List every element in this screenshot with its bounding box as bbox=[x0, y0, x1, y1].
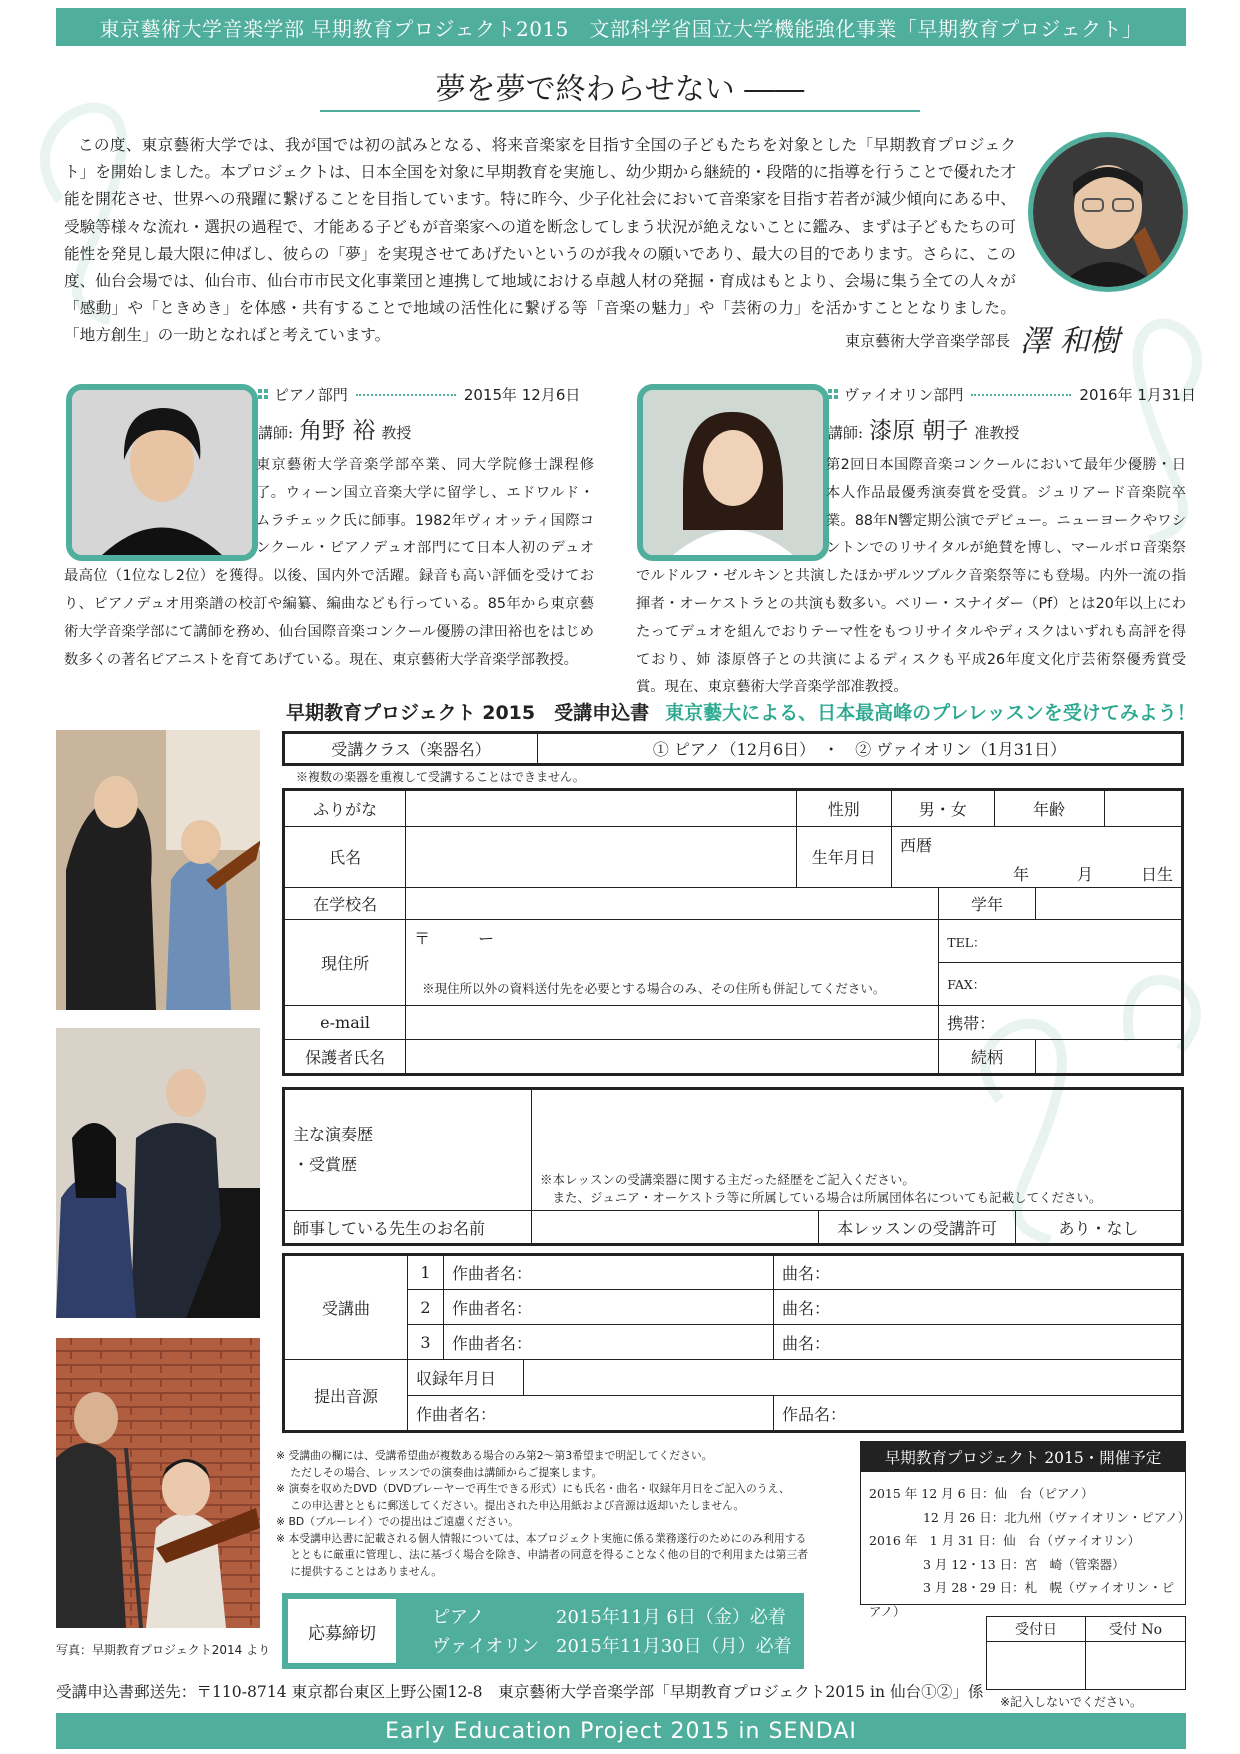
recorded-date-input[interactable] bbox=[524, 1360, 1183, 1396]
guardian-label: 保護者氏名 bbox=[284, 1040, 406, 1075]
guardian-input[interactable] bbox=[406, 1040, 939, 1075]
dean-portrait-photo bbox=[1028, 132, 1188, 292]
piece-2-composer-input[interactable]: 作曲者名： bbox=[444, 1290, 774, 1325]
teacher-label: 師事している先生のお名前 bbox=[284, 1211, 532, 1245]
name-input[interactable] bbox=[406, 826, 796, 887]
name-label: 氏名 bbox=[284, 826, 406, 887]
deadline-piano: ピアノ 2015年11月 6日（金）必着 bbox=[432, 1607, 786, 1628]
form-notes bbox=[276, 1448, 816, 1580]
dean-title: 東京藝術大学音楽学部長 bbox=[844, 332, 1010, 350]
reception-date-label: 受付日 bbox=[987, 1617, 1086, 1642]
footer-banner: Early Education Project 2015 in SENDAI bbox=[56, 1713, 1186, 1749]
note-line: ただしその場合、レッスンでの演奏曲は講師からご提案します。 bbox=[276, 1465, 603, 1479]
source-label: 提出音源 bbox=[284, 1360, 408, 1432]
history-note-1: ※本レッスンの受講楽器に関する主だった経歴をご記入ください。 bbox=[540, 1172, 915, 1187]
violin-section-title: ヴァイオリン部門 2016年 1月31日 bbox=[828, 384, 1196, 405]
class-options[interactable]: ① ピアノ（12月6日） ・ ② ヴァイオリン（1月31日） bbox=[538, 733, 1183, 765]
furigana-label: ふりがな bbox=[284, 790, 406, 827]
fax-input[interactable]: FAX： bbox=[939, 963, 1183, 1006]
email-input[interactable] bbox=[406, 1005, 939, 1040]
age-input[interactable] bbox=[1104, 790, 1182, 827]
deadline-label: 応募締切 bbox=[288, 1599, 396, 1663]
schedule-item: 3 月 28・29 日：札 幌（ヴァイオリン・ピアノ） bbox=[869, 1580, 1175, 1619]
grade-input[interactable] bbox=[1035, 887, 1182, 920]
furigana-input[interactable] bbox=[406, 790, 796, 827]
birthdate-label: 生年月日 bbox=[796, 826, 891, 887]
schedule-item: 3 月 12・13 日：宮 崎（管楽器） bbox=[869, 1556, 1125, 1572]
piece-3-title-input[interactable]: 曲名： bbox=[774, 1325, 1183, 1360]
piece-1-title-input[interactable]: 曲名： bbox=[774, 1255, 1183, 1290]
schedule-item: 2015 年 12 月 6 日：仙 台（ピアノ） bbox=[869, 1486, 1094, 1501]
school-input[interactable] bbox=[406, 887, 939, 920]
intro-text: この度、東京藝術大学では、我が国では初の試みとなる、将来音楽家を目指す全国の子どもたちを対象とした「早期教育プロジェクト」を開始しました。本プロジェクトは、日本全国を対象に早期教育を実施し、幼少期から継続的・段階的に指導を行うことで優れた才能を開花させ、世界への飛躍に繋げることを目指しています。特に昨今、少子化社会において音楽家を目指す若者が減少傾向にある中、受験等様々な流れ・選択の過程で、才能ある子どもが音楽家への道を断念してしまう状況が絶えないことに鑑み、まずは子どもたちの可能性を発見し最大限に伸ばし、彼らの「夢」を実現させてあげたいというのが我々の願いであり、最大の目的であります。さらに、この度、仙台会場では、仙台市、仙台市市民文化事業団と連携して地域における卓越人材の発掘・育成はもとより、会場に集う全ての人々が「感動」や「ときめき」を体感・共有することで地域の活性化に繋げる等「音楽の魅力」や「芸術の力」を活かすこととなりました。「地方創生」の一助となればと考えています。 bbox=[64, 136, 1016, 345]
piece-1-composer-input[interactable]: 作曲者名： bbox=[444, 1255, 774, 1290]
address-input[interactable] bbox=[406, 920, 939, 1006]
permission-label: 本レッスンの受講許可 bbox=[819, 1211, 1016, 1245]
section-marker-icon bbox=[258, 389, 268, 399]
pieces-table bbox=[282, 1253, 1184, 1433]
relation-label: 続柄 bbox=[939, 1040, 1036, 1075]
address-note: ※現住所以外の資料送付先を必要とする場合のみ、その住所も併記してください。 bbox=[422, 981, 886, 997]
schedule-item: 2016 年 1 月 31 日：仙 台（ヴァイオリン） bbox=[869, 1533, 1141, 1548]
note-line: に提供することはありません。 bbox=[276, 1564, 443, 1578]
note-line: ※ BD（ブルーレイ）での提出はご遠慮ください。 bbox=[276, 1515, 519, 1528]
note-line: この申込書とともに郵送してください。提出された申込用紙および音源は返却いたしません。 bbox=[276, 1498, 745, 1512]
piano-instructor-bio: 東京藝術大学音楽学部卒業、同大学院修士課程修了。ウィーン国立音楽大学に留学し、エドワルド・ムラチェック氏に師事。1982年ヴィオッティ国際コンクール・ピアノデュオ部門にて日本人初のデュオ最高位（1位なし2位）を獲得。以後、国内外で活躍。録音も高い評価を受けており、ピアノデュオ用楽譜の校訂や編纂、編曲なども行っている。85年から東京藝術大学音楽学部にて講師を務め、仙台国際音楽コンクール優勝の津田裕也をはじめ数多くの著名ピアニストを育てあげている。現在、東京藝術大学音楽学部教授。 bbox=[64, 457, 594, 668]
personal-info-table bbox=[282, 788, 1184, 1076]
reception-note: ※記入しないでください。 bbox=[1000, 1695, 1143, 1709]
school-label: 在学校名 bbox=[284, 887, 406, 920]
source-composer-input[interactable]: 作曲者名： bbox=[408, 1396, 774, 1432]
reception-no-label: 受付 No bbox=[1086, 1617, 1185, 1642]
class-note: ※複数の楽器を重複して受講することはできません。 bbox=[296, 770, 585, 784]
class-label: 受講クラス（楽器名） bbox=[284, 733, 538, 765]
postal-mark: 〒 ー bbox=[414, 929, 495, 949]
relation-input[interactable] bbox=[1035, 1040, 1182, 1075]
violin-instructor-bio: 第2回日本国際音楽コンクールにおいて最年少優勝・日本人作品最優秀演奏賞を受賞。ジュリアード音楽院卒業。88年N響定期公演でデビュー。ニューヨークやワシントンでのリサイタルが絶賛を博し、マールボロ音楽祭でルドルフ・ゼルキンと共演したほかザルツブルク音楽祭等にも登場。内外一流の指揮者・オーケストラとの共演も数多い。ベリー・スナイダー（Pf）とは20年以上にわたってデュオを組んでおりテーマ性をもつリサイタルやディスクはいずれも高評を得ており、姉 漆原啓子との共演によるディスクも平成26年度文化庁芸術祭優秀賞受賞。現在、東京藝術大学音楽学部准教授。 bbox=[636, 457, 1186, 696]
schedule-box bbox=[860, 1441, 1191, 1619]
section-marker-icon bbox=[828, 389, 838, 399]
work-title-input[interactable]: 作品名： bbox=[774, 1396, 1183, 1432]
piece-number: 3 bbox=[408, 1325, 444, 1360]
gender-label: 性別 bbox=[796, 790, 891, 827]
side-photo-stage-performance bbox=[56, 1338, 260, 1628]
email-label: e-mail bbox=[284, 1005, 406, 1040]
side-photo-violin-lesson bbox=[56, 730, 260, 1010]
violin-instructor-name: 講師: 漆原 朝子 准教授 bbox=[828, 418, 1020, 444]
deadline-violin: ヴァイオリン 2015年11月30日（月）必着 bbox=[432, 1636, 792, 1657]
note-line: とともに厳重に管理し、法に基づく場合を除き、申請者の同意を得ることなく他の目的で利用または第三者 bbox=[276, 1548, 809, 1561]
grade-label: 学年 bbox=[939, 887, 1036, 920]
form-title: 早期教育プロジェクト 2015 受講申込書 東京藝大による、日本最高峰のプレレッスンを受けてみよう！ bbox=[286, 702, 1196, 724]
permission-options[interactable]: あり・なし bbox=[1016, 1211, 1183, 1245]
mobile-input[interactable]: 携帯： bbox=[939, 1005, 1183, 1040]
photo-caption: 写真：早期教育プロジェクト2014 より bbox=[56, 1643, 271, 1657]
date-units: 年 月 日生 bbox=[1012, 864, 1173, 884]
history-table bbox=[282, 1087, 1184, 1246]
gender-options[interactable]: 男・女 bbox=[891, 790, 994, 827]
headline-underline bbox=[320, 110, 920, 112]
deadline-box bbox=[282, 1593, 804, 1669]
mailing-address: 受講申込書郵送先：〒110-8714 東京都台東区上野公園12-8 東京藝術大学音楽学部「早期教育プロジェクト2015 in 仙台①②」係 bbox=[56, 1683, 984, 1701]
headline: 夢を夢で終わらせない ―― bbox=[435, 72, 805, 107]
history-note-2: また、ジュニア・オーケストラ等に所属している場合は所属団体名についても記載してください。 bbox=[540, 1190, 1102, 1205]
reception-box bbox=[986, 1616, 1186, 1690]
pieces-label: 受講曲 bbox=[284, 1255, 408, 1360]
address-label: 現住所 bbox=[284, 920, 406, 1006]
history-label: 主な演奏歴 ・受賞歴 bbox=[284, 1089, 532, 1211]
schedule-list bbox=[861, 1472, 1191, 1623]
piano-instructor-name: 講師: 角野 裕 教授 bbox=[258, 418, 412, 444]
schedule-item: 12 月 26 日：北九州（ヴァイオリン・ピアノ） bbox=[869, 1509, 1191, 1525]
teacher-input[interactable] bbox=[532, 1211, 819, 1245]
recorded-date-label: 収録年月日 bbox=[408, 1360, 524, 1396]
age-label: 年齢 bbox=[994, 790, 1104, 827]
piece-number: 2 bbox=[408, 1290, 444, 1325]
piece-number: 1 bbox=[408, 1255, 444, 1290]
dean-signature: 澤 和樹 bbox=[1020, 324, 1120, 359]
piano-section-title: ピアノ部門 2015年 12月6日 bbox=[258, 384, 580, 405]
side-photo-piano-lesson bbox=[56, 1028, 260, 1318]
class-selection-table bbox=[282, 731, 1184, 766]
note-line: ※ 受講曲の欄には、受講希望曲が複数ある場合のみ第2～第3希望まで明記してください。 bbox=[276, 1449, 713, 1462]
schedule-title: 早期教育プロジェクト 2015・開催予定 bbox=[861, 1442, 1185, 1472]
tel-input[interactable]: TEL： bbox=[939, 920, 1183, 963]
seireki-label: 西暦 bbox=[899, 835, 932, 855]
note-line: ※ 演奏を収めたDVD（DVDプレーヤーで再生できる形式）にも氏名・曲名・収録年月日をご記入のうえ、 bbox=[276, 1482, 790, 1495]
history-input[interactable] bbox=[532, 1089, 1183, 1211]
form-tagline: 東京藝大による、日本最高峰のプレレッスンを受けてみよう！ bbox=[665, 702, 1196, 724]
note-line: ※ 本受講申込書に記載される個人情報については、本プロジェクト実施に係る業務遂行のためにのみ利用する bbox=[276, 1531, 807, 1545]
piece-3-composer-input[interactable]: 作曲者名： bbox=[444, 1325, 774, 1360]
top-banner: 東京藝術大学音楽学部 早期教育プロジェクト2015 文部科学省国立大学機能強化事業「早期教育プロジェクト」 bbox=[56, 8, 1186, 46]
piece-2-title-input[interactable]: 曲名： bbox=[774, 1290, 1183, 1325]
birthdate-input[interactable] bbox=[891, 826, 1182, 887]
